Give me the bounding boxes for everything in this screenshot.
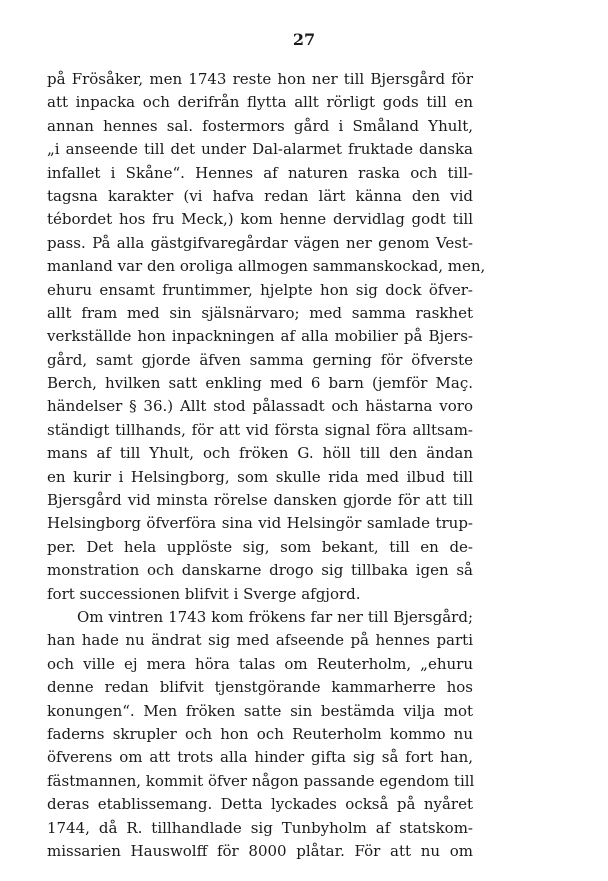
text-line: ständigt tillhands, för att vid första signal föra alltsam- — [47, 420, 473, 439]
text-line: per. Det hela upplöste sig, som bekant, till en de- — [47, 537, 473, 556]
text-line: tagsna karakter (vi hafva redan lärt känna den vid — [47, 186, 473, 205]
paragraph — [47, 68, 486, 606]
text-line: konungen“. Men fröken satte sin bestämda vilja mot — [47, 701, 473, 720]
text-line: fort successionen blifvit i Sverge afgjord. — [47, 584, 361, 603]
text-line: en kurir i Helsingborg, som skulle rida med ilbud till — [47, 467, 473, 486]
text-line: öfverens om att trots alla hinder gifta sig så fort han, — [47, 748, 473, 767]
text-line: han hade nu ändrat sig med afseende på hennes parti — [47, 631, 473, 650]
text-line: Om vintren 1743 kom frökens far ner till Bjersgård; — [77, 607, 473, 626]
text-line: manland var den oroliga allmogen sammanskockad, men, — [47, 257, 486, 276]
text-line: allt fram med sin själsnärvaro; med samma raskhet — [47, 303, 473, 322]
text-line: Bjersgård vid minsta rörelse dansken gjorde för att till — [47, 491, 473, 510]
text-line: infallet i Skåne“. Hennes af naturen raska och till- — [47, 163, 473, 182]
text-line: denne redan blifvit tjenstgörande kammarherre hos — [47, 678, 473, 697]
text-line: fästmannen, kommit öfver någon passande egendom till — [47, 771, 475, 790]
paragraph — [47, 606, 473, 863]
text-line: händelser § 36.) Allt stod pålassadt och hästarna voro — [47, 397, 473, 416]
text-line: ehuru ensamt fruntimmer, hjelpte hon sig dock öfver- — [47, 280, 473, 299]
text-line: Helsingborg öfverföra sina vid Helsingör samlade trup- — [47, 514, 473, 533]
text-line: 1744, då R. tillhandlade sig Tunbyholm af statskom- — [47, 818, 473, 837]
body-text — [47, 68, 486, 863]
text-line: gård, samt gjorde äfven samma gerning för öfverste — [47, 350, 473, 369]
text-line: att inpacka och derifrån flytta allt rörligt gods till en — [47, 93, 473, 112]
text-line: missarien Hauswolff för 8000 plåtar. För att nu om — [47, 841, 473, 860]
text-line: annan hennes sal. fostermors gård i Småland Yhult, — [47, 116, 473, 135]
text-line: faderns skrupler och hon och Reuterholm kommo nu — [47, 724, 473, 743]
text-line: pass. På alla gästgifvaregårdar vägen ner genom Vest- — [47, 233, 473, 252]
text-line: mans af till Yhult, och fröken G. höll till den ändan — [47, 444, 473, 463]
text-line: Berch, hvilken satt enkling med 6 barn (jemför Maç. — [47, 374, 473, 393]
text-line: monstration och danskarne drogo sig tillbaka igen så — [47, 561, 473, 580]
text-line: och ville ej mera höra talas om Reuterholm, „ehuru — [47, 654, 473, 673]
page-number: 27 — [292, 30, 316, 49]
text-line: deras etablissemang. Detta lyckades också på nyåret — [47, 795, 473, 814]
text-line: på Frösåker, men 1743 reste hon ner till Bjersgård för — [47, 70, 473, 88]
text-line: verkställde hon inpackningen af alla mobilier på Bjers- — [47, 327, 473, 346]
text-line: „i anseende till det under Dal-alarmet fruktade danska — [47, 140, 473, 159]
text-line: tébordet hos fru Meck,) kom henne dervidlag godt till — [47, 210, 473, 229]
